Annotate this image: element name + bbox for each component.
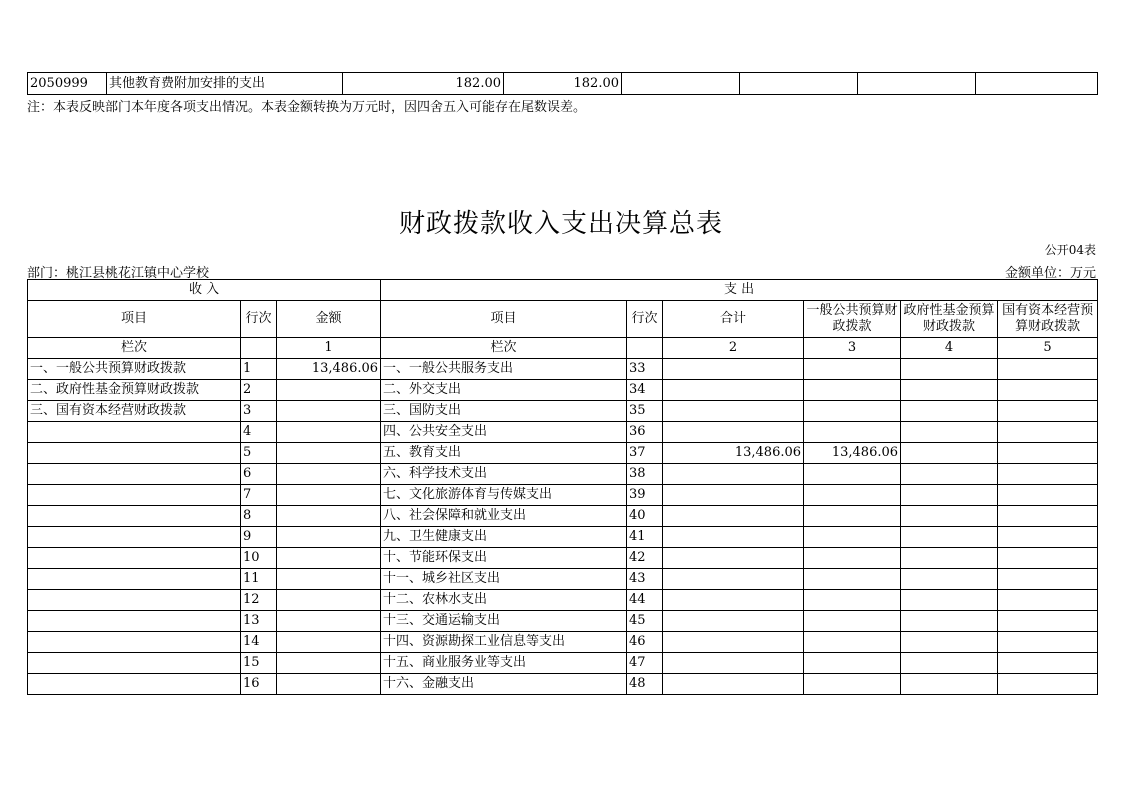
expense-state-capital [998, 506, 1098, 527]
expense-row-no: 34 [627, 380, 663, 401]
amount-cell: 182.00 [343, 73, 504, 95]
table-header-row [28, 280, 1098, 301]
empty-cell [622, 73, 740, 95]
column-index: 1 [277, 338, 381, 359]
income-row-no: 12 [241, 590, 277, 611]
income-row-no: 13 [241, 611, 277, 632]
income-amount [277, 485, 381, 506]
expense-general-budget [804, 485, 901, 506]
expense-total [663, 464, 804, 485]
income-amount [277, 506, 381, 527]
expense-item-name: 十四、资源勘探工业信息等支出 [381, 632, 627, 653]
income-amount [277, 611, 381, 632]
empty-cell [627, 338, 663, 359]
expense-total [663, 590, 804, 611]
expense-total [663, 548, 804, 569]
expense-state-capital [998, 590, 1098, 611]
income-rowno-header: 行次 [241, 301, 277, 338]
expense-total [663, 506, 804, 527]
table-row [28, 380, 1098, 401]
income-item-name [28, 674, 241, 695]
income-amount [277, 464, 381, 485]
income-item-name [28, 422, 241, 443]
expense-total [663, 380, 804, 401]
expense-total [663, 611, 804, 632]
department-label: 部门：桃江县桃花江镇中心学校 [27, 266, 210, 281]
expense-general-budget [804, 464, 901, 485]
income-amount [277, 674, 381, 695]
expense-row-no: 38 [627, 464, 663, 485]
income-row-no: 15 [241, 653, 277, 674]
expense-total [663, 401, 804, 422]
table-row [28, 443, 1098, 464]
expense-item-name: 九、卫生健康支出 [381, 527, 627, 548]
expense-total [663, 569, 804, 590]
expense-row-no: 44 [627, 590, 663, 611]
expense-row-no: 45 [627, 611, 663, 632]
income-item-name [28, 611, 241, 632]
expense-state-capital [998, 611, 1098, 632]
expense-total [663, 674, 804, 695]
table-row [28, 548, 1098, 569]
expense-item-name: 六、科学技术支出 [381, 464, 627, 485]
subject-name: 其他教育费附加安排的支出 [107, 73, 343, 95]
income-amount [277, 569, 381, 590]
column-label: 栏次 [381, 338, 627, 359]
expense-row-no: 43 [627, 569, 663, 590]
expense-item-name: 二、外交支出 [381, 380, 627, 401]
expense-gov-fund [901, 590, 998, 611]
column-index: 2 [663, 338, 804, 359]
expense-general-budget [804, 380, 901, 401]
expense-gov-fund [901, 464, 998, 485]
income-row-no: 5 [241, 443, 277, 464]
expense-row-no: 46 [627, 632, 663, 653]
income-row-no: 14 [241, 632, 277, 653]
state-capital-header: 国有资本经营预算财政拨款 [998, 301, 1098, 338]
expense-gov-fund [901, 569, 998, 590]
income-amount [277, 653, 381, 674]
expense-item-name: 五、教育支出 [381, 443, 627, 464]
table-row [28, 527, 1098, 548]
income-row-no: 4 [241, 422, 277, 443]
expense-total [663, 653, 804, 674]
income-amount [277, 632, 381, 653]
page-title: 财政拨款收入支出决算总表 [398, 209, 723, 239]
column-index-row [28, 338, 1098, 359]
column-index: 3 [804, 338, 901, 359]
income-item-name: 三、国有资本经营财政拨款 [28, 401, 241, 422]
income-row-no: 7 [241, 485, 277, 506]
expense-item-name: 十二、农林水支出 [381, 590, 627, 611]
expense-state-capital [998, 422, 1098, 443]
expense-item-name: 一、一般公共服务支出 [381, 359, 627, 380]
expense-gov-fund [901, 527, 998, 548]
expense-general-budget [804, 653, 901, 674]
expense-gov-fund [901, 443, 998, 464]
expense-gov-fund [901, 674, 998, 695]
table-row [28, 653, 1098, 674]
expense-state-capital [998, 485, 1098, 506]
expense-gov-fund [901, 632, 998, 653]
income-row-no: 3 [241, 401, 277, 422]
empty-cell [858, 73, 976, 95]
total-header: 合计 [663, 301, 804, 338]
table-row [28, 464, 1098, 485]
expense-state-capital [998, 359, 1098, 380]
income-amount: 13,486.06 [277, 359, 381, 380]
table-row [28, 401, 1098, 422]
expense-general-budget [804, 359, 901, 380]
expense-general-budget [804, 548, 901, 569]
expense-gov-fund [901, 653, 998, 674]
general-budget-header: 一般公共预算财政拨款 [804, 301, 901, 338]
expense-gov-fund [901, 611, 998, 632]
expense-state-capital [998, 569, 1098, 590]
expense-general-budget [804, 674, 901, 695]
income-header: 收 入 [28, 280, 381, 301]
income-row-no: 16 [241, 674, 277, 695]
expense-state-capital [998, 653, 1098, 674]
table-header-row [28, 301, 1098, 338]
expense-general-budget [804, 401, 901, 422]
income-item-name [28, 590, 241, 611]
table-note: 注：本表反映部门本年度各项支出情况。本表金额转换为万元时，因四舍五入可能存在尾数误差。 [27, 100, 587, 115]
expense-row-no: 42 [627, 548, 663, 569]
expense-general-budget [804, 632, 901, 653]
income-item-header: 项目 [28, 301, 241, 338]
expense-total [663, 359, 804, 380]
expense-row-no: 36 [627, 422, 663, 443]
income-item-name [28, 653, 241, 674]
expense-item-name: 三、国防支出 [381, 401, 627, 422]
expense-general-budget [804, 422, 901, 443]
income-amount [277, 401, 381, 422]
income-item-name [28, 527, 241, 548]
expense-gov-fund [901, 380, 998, 401]
table-row [28, 359, 1098, 380]
budget-summary-table [27, 279, 1098, 695]
income-amount [277, 527, 381, 548]
expense-row-no: 35 [627, 401, 663, 422]
expense-item-name: 七、文化旅游体育与传媒支出 [381, 485, 627, 506]
table-row [28, 506, 1098, 527]
expense-item-name: 十、节能环保支出 [381, 548, 627, 569]
expense-item-name: 十三、交通运输支出 [381, 611, 627, 632]
expense-total [663, 485, 804, 506]
income-row-no: 11 [241, 569, 277, 590]
empty-cell [241, 338, 277, 359]
previous-table-tail [27, 72, 1098, 95]
income-amount [277, 443, 381, 464]
expense-row-no: 37 [627, 443, 663, 464]
form-number: 公开04表 [1044, 243, 1096, 257]
expense-gov-fund [901, 401, 998, 422]
table-row [28, 611, 1098, 632]
gov-fund-header: 政府性基金预算财政拨款 [901, 301, 998, 338]
income-item-name: 一、一般公共预算财政拨款 [28, 359, 241, 380]
expense-general-budget [804, 590, 901, 611]
income-item-name [28, 485, 241, 506]
expense-state-capital [998, 380, 1098, 401]
expense-row-no: 39 [627, 485, 663, 506]
expense-row-no: 47 [627, 653, 663, 674]
table-row [28, 422, 1098, 443]
expense-header: 支 出 [381, 280, 1098, 301]
expense-row-no: 48 [627, 674, 663, 695]
expense-row-no: 41 [627, 527, 663, 548]
expense-total [663, 527, 804, 548]
expense-gov-fund [901, 485, 998, 506]
expense-total [663, 632, 804, 653]
income-row-no: 10 [241, 548, 277, 569]
expense-total: 13,486.06 [663, 443, 804, 464]
income-item-name: 二、政府性基金预算财政拨款 [28, 380, 241, 401]
income-row-no: 2 [241, 380, 277, 401]
income-item-name [28, 506, 241, 527]
expense-state-capital [998, 674, 1098, 695]
expense-item-name: 十六、金融支出 [381, 674, 627, 695]
column-label: 栏次 [28, 338, 241, 359]
income-amount-header: 金额 [277, 301, 381, 338]
expense-general-budget [804, 569, 901, 590]
income-amount [277, 422, 381, 443]
unit-label: 金额单位：万元 [1004, 266, 1096, 281]
table-row [28, 73, 1098, 95]
table-row [28, 632, 1098, 653]
income-amount [277, 548, 381, 569]
table-row [28, 569, 1098, 590]
expense-state-capital [998, 464, 1098, 485]
income-amount [277, 380, 381, 401]
expense-item-name: 十一、城乡社区支出 [381, 569, 627, 590]
income-item-name [28, 548, 241, 569]
income-item-name [28, 464, 241, 485]
expense-state-capital [998, 548, 1098, 569]
expense-row-no: 40 [627, 506, 663, 527]
expense-general-budget [804, 506, 901, 527]
income-row-no: 8 [241, 506, 277, 527]
column-index: 5 [998, 338, 1098, 359]
expense-row-no: 33 [627, 359, 663, 380]
expense-rowno-header: 行次 [627, 301, 663, 338]
table-row [28, 674, 1098, 695]
table-row [28, 590, 1098, 611]
income-item-name [28, 569, 241, 590]
expense-gov-fund [901, 548, 998, 569]
expense-item-name: 八、社会保障和就业支出 [381, 506, 627, 527]
expense-general-budget [804, 611, 901, 632]
expense-item-name: 十五、商业服务业等支出 [381, 653, 627, 674]
expense-general-budget: 13,486.06 [804, 443, 901, 464]
expense-gov-fund [901, 506, 998, 527]
income-item-name [28, 632, 241, 653]
column-index: 4 [901, 338, 998, 359]
expense-gov-fund [901, 359, 998, 380]
empty-cell [976, 73, 1098, 95]
expense-state-capital [998, 632, 1098, 653]
expense-item-header: 项目 [381, 301, 627, 338]
empty-cell [740, 73, 858, 95]
income-row-no: 9 [241, 527, 277, 548]
expense-state-capital [998, 443, 1098, 464]
income-row-no: 6 [241, 464, 277, 485]
income-item-name [28, 443, 241, 464]
expense-gov-fund [901, 422, 998, 443]
subject-code: 2050999 [28, 73, 107, 95]
expense-state-capital [998, 527, 1098, 548]
expense-item-name: 四、公共安全支出 [381, 422, 627, 443]
expense-total [663, 422, 804, 443]
table-row [28, 485, 1098, 506]
amount-cell: 182.00 [504, 73, 622, 95]
expense-general-budget [804, 527, 901, 548]
income-amount [277, 590, 381, 611]
income-row-no: 1 [241, 359, 277, 380]
expense-state-capital [998, 401, 1098, 422]
